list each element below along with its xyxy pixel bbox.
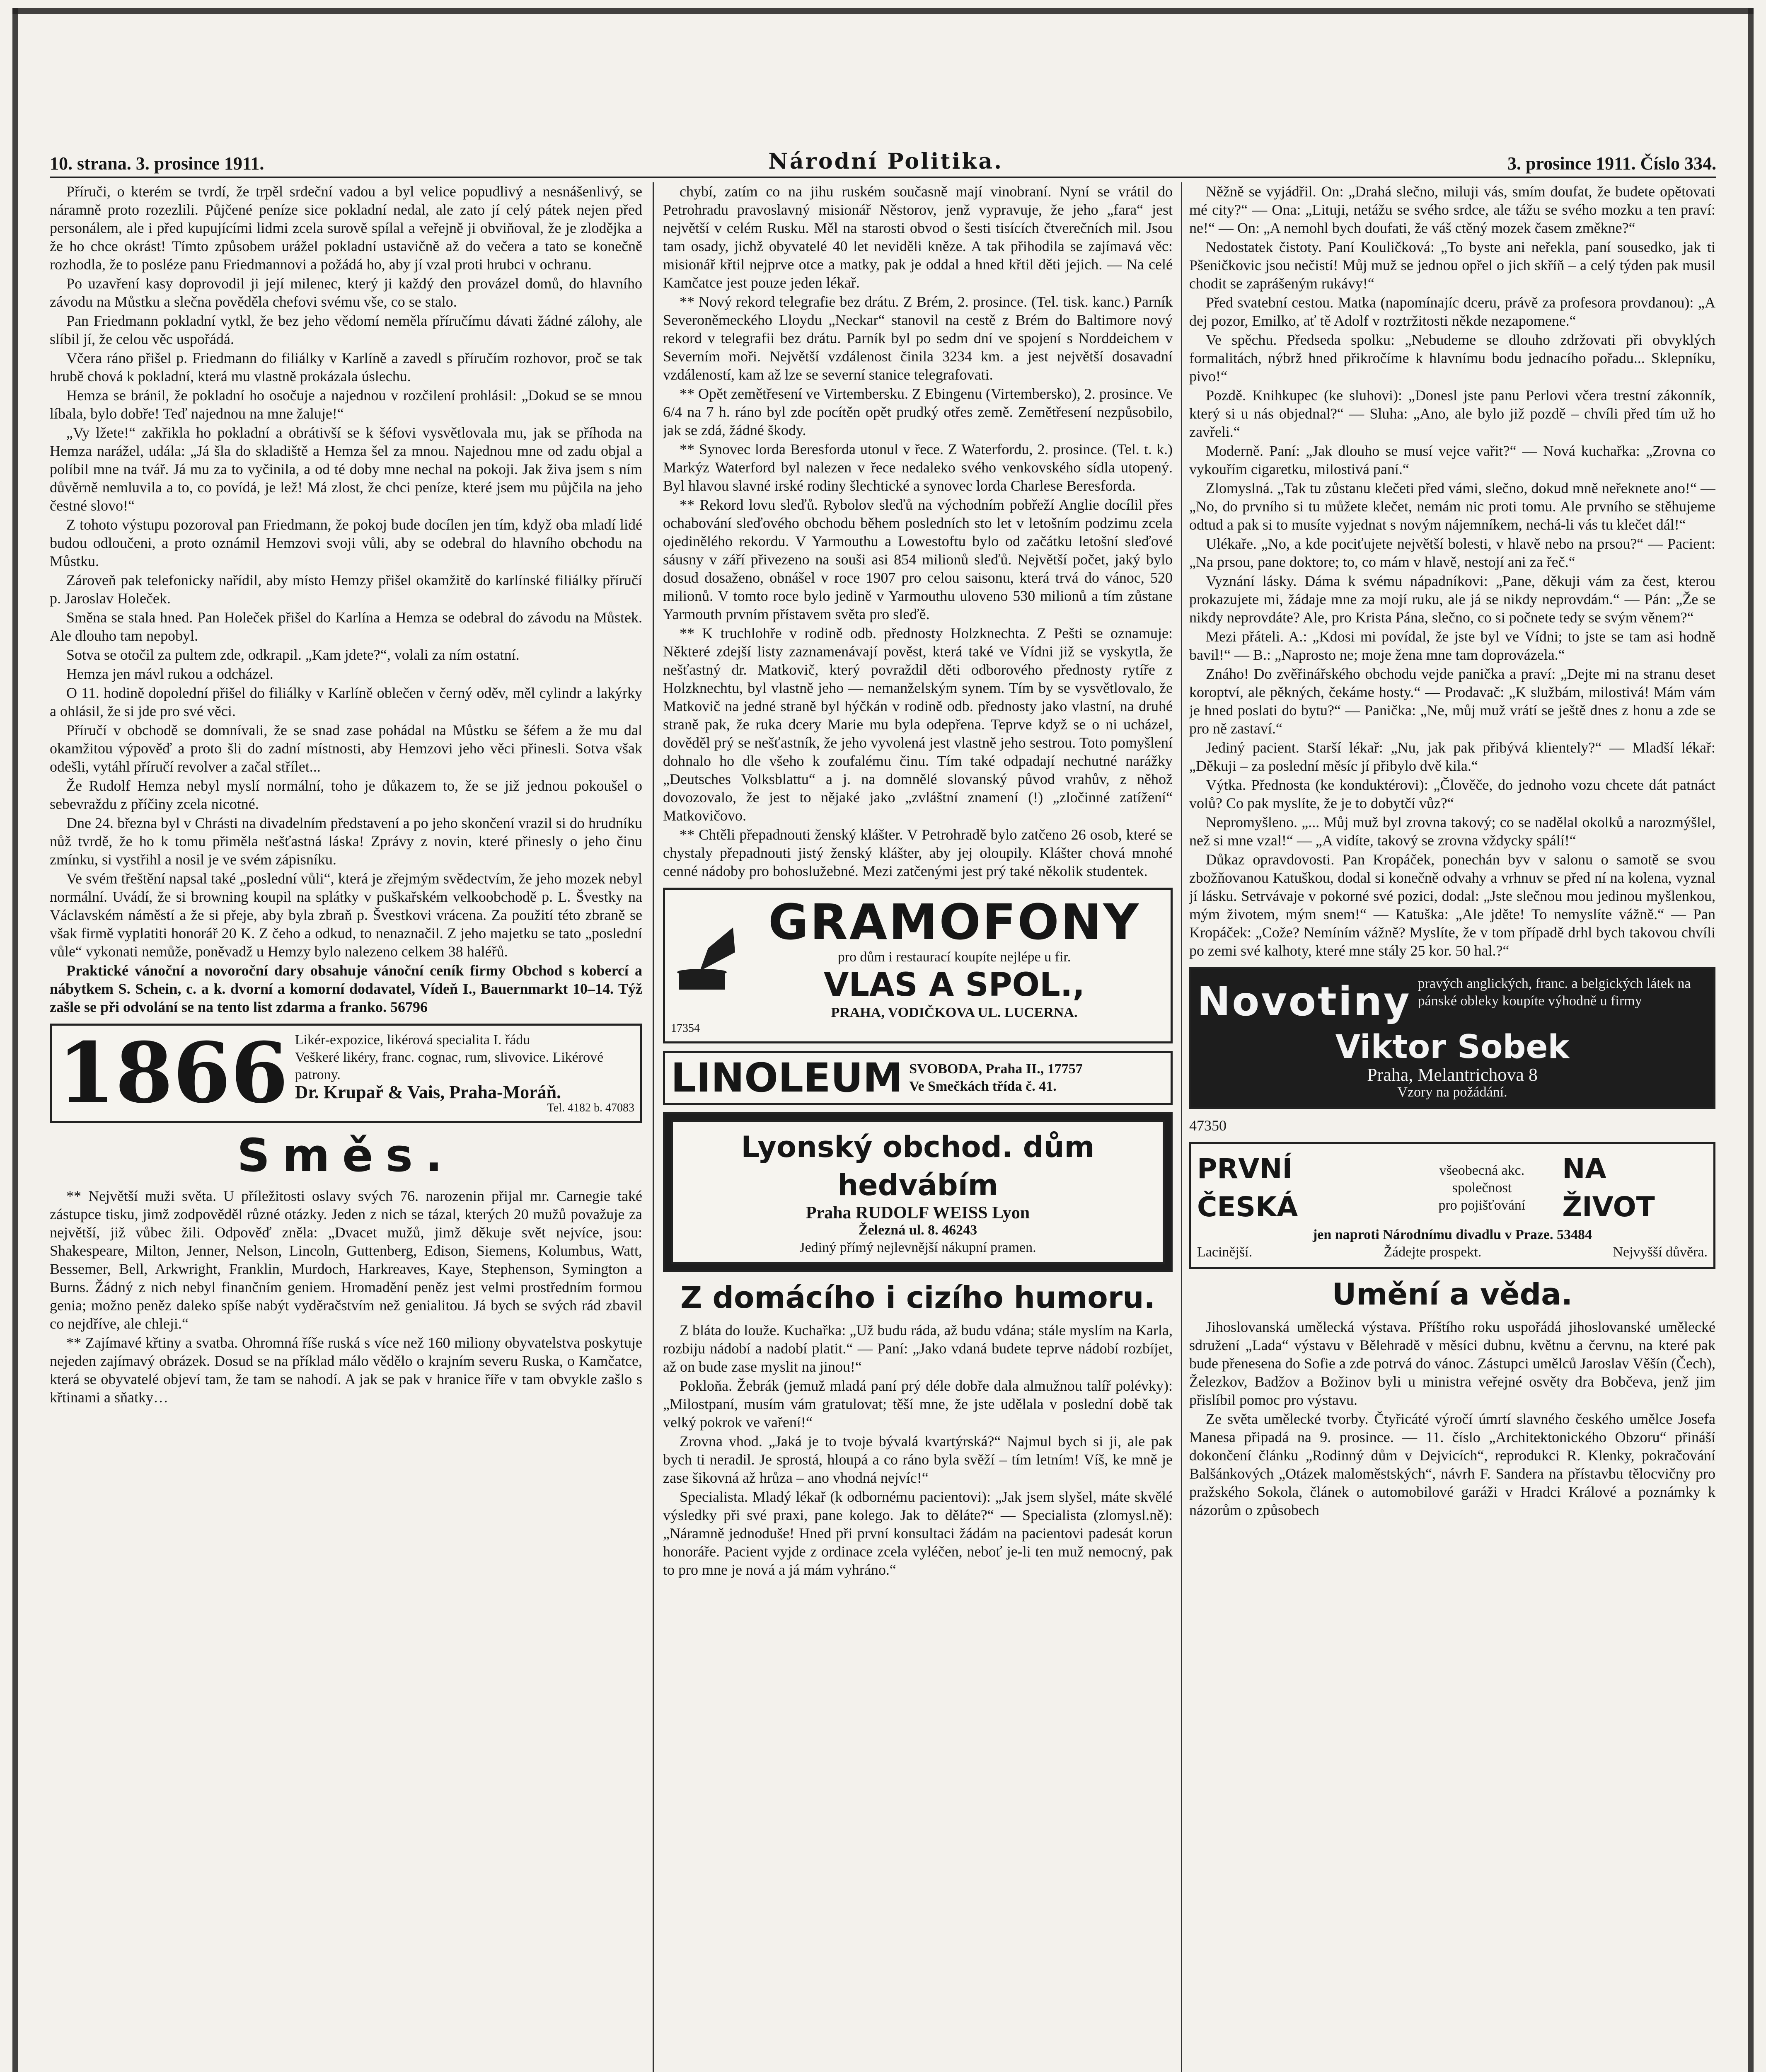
article-paragraph: Zrovna vhod. „Jaká je to tvoje bývalá kvartýrská?“ Najmul bych si ji, ale pak bych ti neradil. Je sprostá, hloupá a co ráno byla svěží – tím letním! Víš, ke mně je zase šikovná až hrůza – ano vhodná nejvíc!“ [663,1433,1173,1486]
article-paragraph: Včera ráno přišel p. Friedmann do filiálky v Karlíně a zavedl s příručím rozhovor, proč se tak hrubě chová k pokladní, která mu vlastně prokázala úslechu. [50,350,642,385]
ad-lyon-line: Jediný přímý nejlevnější nákupní pramen. [799,1240,1036,1255]
ad-lyon-silk [663,1112,1173,1272]
article-paragraph: Vyznání lásky. Dáma k svému nápadníkovi: „Pane, děkuji vám za čest, kterou prokazujete mi, žádaje mne za mojí ruku, ale já se nikdy neprovdám.“ — Pán: „Že se nikdy neprovdáte? Ale, pro Krista Pána, slečno, co si počnete tedy se svým věnem?“ [1189,573,1715,626]
article-paragraph: Hemza jen mávl rukou a odcházel. [66,666,273,682]
ad-prvni-mid: pro pojišťování [1438,1198,1526,1213]
article-paragraph: ** Opět zemětřesení ve Virtembersku. Z Ebingenu (Virtembersko), 2. prosince. Ve 6/4 na 7 h. ráno byl zde pocítěn opět prudký otřes země. Zemětřesení nezpůsobilo, jak se zdá, žádné škody. [663,385,1173,438]
ad-novotiny-line: pravých anglických, franc. a belgických látek na [1418,976,1691,991]
ad-prvni-note: Lacinější. [1197,1244,1253,1260]
ad-1866-line: Likér-expozice, likérová specialita I. řádu [295,1032,530,1048]
ad-prvni-right: NA ŽIVOT [1562,1153,1655,1223]
ad-gramofony-firm: VLAS A SPOL., [824,966,1085,1004]
article-paragraph: Pozdě. Knihkupec (ke sluhovi): „Donesl jste panu Perlovi včera trestní zákonník, který si u nás objednal?“ — Sluha: „Ano, ale bylo již pozdě – chvíli před tím už ho zavřeli.“ [1189,387,1715,440]
article-paragraph: Něžně se vyjádřil. On: „Drahá slečno, miluji vás, smím doufat, že budete opětovati mé city?“ — Ona: „Lituji, netážu se svého srdce, ale tážu se svého mozku a ten praví: ne!“ — On: „A nemohl bych doufati, že váš ctěný mozek časem změkne?“ [1189,183,1715,236]
section-heading-humor: Z domácího i cizího humoru. [680,1280,1155,1315]
ad-linoleum-line: SVOBODA, Praha II., 17757 [909,1061,1083,1077]
article-paragraph: Dne 24. března byl v Chrásti na divadelním představení a po jeho skončení vrazil si do hrudníku nůž tvrdě, že ho k tomu přiměla nešťastná láska! Zprávy z novin, které přinesly o jeho činu zmínku, si vystřihl a nosil je ve svém zápisníku. [50,815,642,868]
article-paragraph: „Vy lžete!“ zakřikla ho pokladní a obrátivší se k šéfovi vysvětlovala mu, jak se příhoda na Hemza narážel, udála: „Já šla do skladiště a Hemza šel za mnou. Najednou mne od zadu objal a políbil mne na tvář. Já mu za to vyčinila, a od té doby mne nechal na pokoji. Jak živa jsem s ním důvěrně nemluvila a to, co povídá, je lež! Má zlost, že chci peníze, které jsem mu půjčila na jeho čestné slovo!“ [50,424,642,514]
article-paragraph: Znáho! Do zvěřinářského obchodu vejde panička a praví: „Dejte mi na stranu deset koroptví, ale pěkných, čekáme hosty.“ — Prodavač: „K službám, milostivá! Mám vám je hned poslati do bytu?“ — Panička: „Ne, můj muž vrátí se ještě dnes z honu a zde se pro ně zastaví.“ [1189,666,1715,737]
article-paragraph: Před svatební cestou. Matka (napomínajíc dceru, právě za profesora provdanou): „A dej pozor, Emilko, ať tě Adolf v roztržitosti někde nezapomene.“ [1189,294,1715,329]
article-paragraph: ** Rekord lovu sleďů. Rybolov sleďů na východním pobřeží Anglie docílil přes ochabování sleďového obchodu během posledních sto let v letošním podzimu zcela ojedinělého rekordu. V Yarmouthu a Lowestoftu bylo od začátku letošní sleďové sáusny v září přivezeno na souši asi 854 milionů sleďů. Největší počet, jaký bylo dosud dosaženo, obnášel v roce 1907 pro celou saisonu, která trvá do vánoc, 520 milionů. V tomto roce bylo jedině v Yarmouthu uloveno 530 milionů a tím zůstane Yarmouth prvním přístavem světa pro sleďě. [663,496,1173,622]
article-paragraph: Příruči, o kterém se tvrdí, že trpěl srdeční vadou a byl velice popudlivý a nesnášenlivý, se náramně proto rozezlili. Půjčené peníze sice pokladní nedal, ale zato jí celý pátek nejen před personálem, ale i před kupujícími lidmi zcela surově spílal a veřejně ji obviňoval, že je zlodějka a že ho chce okrást! Tímto způsobem urážel pokladní ustavičně až do večera a tato se konečně rozhodla, že to posléze panu Friedmannovi a požádá ho, aby jí vzal proti hrubci v ochranu. [50,183,642,273]
ad-1866-year: 1866 [58,1024,288,1122]
newspaper-title: Národní Politika. [768,149,1004,174]
ad-linoleum [663,1051,1173,1105]
ad-gramofony-number: 17354 [671,1022,700,1035]
column-rule [1181,182,1182,2072]
article-paragraph: Ulékaře. „No, a kde pociťujete největší bolesti, v hlavě nebo na prsou?“ — Pacient: „Na prsou, pane doktore; to, co mám v hlavě, nestojí ani za řeč.“ [1189,535,1715,570]
column-3 [1189,182,1715,2072]
article-paragraph: chybí, zatím co na jihu ruském současně mají vinobraní. Nyní se vrátil do Petrohradu pravoslavný misionář Něstorov, jenž vypravuje, že jeho „fara“ jest největší v celém Rusku. Měl na starosti obvod o šesti tisících čtverečních mil. Jsou tam osady, jichž obyvatelé 40 let neviděli kněze. A tak přihodila se zajímavá věc: misionář křtil nejprve otce a matky, pak je oddal a hned křtil děti jejich. — Na celé Kamčatce jest pouze jeden lékař. [663,183,1173,291]
ad-prvni-address: jen naproti Národnímu divadlu v Praze. 53484 [1312,1227,1592,1242]
article-paragraph: Pokloňa. Žebrák (jemuž mladá paní prý déle dobře dala almužnou talíř polévky): „Milostpaní, musím vám gratulovat; těší mne, že jste udělala v poslední době tak velký pokrok ve vaření!“ [663,1377,1173,1431]
article-paragraph: O 11. hodině dopolední přišel do filiálky v Karlíně oblečen v černý oděv, měl cylindr a lakýrky a ohlásil, že si jde pro své věci. [50,685,642,719]
ad-prvni-note: Nejvyšší důvěra. [1613,1244,1708,1260]
ad-1866-line: Veškeré likéry, franc. cognac, rum, slivovice. Likérové patrony. [295,1050,604,1082]
scan-border-top [12,8,1754,14]
column-1 [50,182,642,2072]
ad-novotiny-title: Novotiny [1197,978,1411,1025]
article-paragraph: Z bláta do louže. Kuchařka: „Už budu ráda, až budu vdána; stále myslím na Karla, rozbiju nádobí a nadobí platit.“ — Paní: „Jako vdaná budete teprve nádobí rozbíjet, až on bude zase myslit na jinou!“ [663,1322,1173,1375]
ad-gramofony [663,888,1173,1043]
article-paragraph: Zlomyslná. „Tak tu zůstanu klečeti před vámi, slečno, dokud mně neřeknete ano!“ — „No, do prvního si tu můžete klečet, nemám nic proti tomu. Ale prvního se stěhujeme odtud a pak si to musíte vyjednat s novým nájemníkem, nechá-li vás tu klečet dál!“ [1189,480,1715,533]
article-paragraph: Nedostatek čistoty. Paní Kouličková: „To byste ani neřekla, paní sousedko, jak ti Pšeničkovic jsou nečistí! Můj muž se jednou opřel o jich skříň – a celý týden pak musil chodit se zaprášeným rukávy!“ [1189,239,1715,292]
header-right-issue: 3. prosince 1911. Číslo 334. [1507,153,1716,174]
article-paragraph: ** Chtěli přepadnouti ženský klášter. V Petrohradě bylo zatčeno 26 osob, které se chystaly přepadnouti jistý ženský klášter, aby jej oloupily. Klášter chová mnohé cenné nádoby pro bohoslužebné. Mezi zatčenými jest prý také několik studentek. [663,826,1173,879]
ad-1866-phone: Tel. 4182 b. 47083 [547,1101,634,1114]
article-paragraph: Ze světa umělecké tvorby. Čtyřicáté výročí úmrtí slavného českého umělce Josefa Manesa připadá na 9. prosince. — 11. číslo „Architektonického Obzoru“ přináší dokončení článku „Rodinný dům v Dejvicích“, reprodukci R. Klenky, pokračování Balšánkových „Otázek maloměstských“, návrh F. Sandera na přístavbu tělocvičny pro pražského Sokola, článek o automobilové garáži v Hradci Králové a poznámky k názorům o způsobech [1189,1411,1715,1518]
ad-prvni-ceska [1189,1142,1715,1269]
article-paragraph: Mezi přáteli. A.: „Kdosi mi povídal, že jste byl ve Vídni; to jste se tam asi hodně bavil!“ — B.: „Naprosto ne; moje žena mne tam doprovázela.“ [1189,628,1715,663]
article-paragraph: Důkaz opravdovosti. Pan Kropáček, ponechán byv v salonu o samotě se svou zbožňovanou Katuškou, dodal si konečně odvahy a vrhnuv se před ní na kolena, vyznal jí lásku. Setrvávaje v pokorné své pozici, dodal: „Jste slečnou mou jedinou myšlenkou, mým životem, mým snem!“ — Katuška: „Ale jděte! To nemyslíte vážně.“ — Pan Kropáček: „Cože? Nemíním vážně? Myslíte, že v tom případě drhl bych takovou chvíli po zemi své kalhoty, které mne stály 25 kor. 50 hal.?“ [1189,851,1715,959]
page-header [50,145,1716,178]
ad-1866-liquor [50,1024,642,1123]
ad-prvni-note: Žádejte prospekt. [1384,1244,1482,1260]
scan-border-right [1748,8,1754,2072]
article-paragraph: ** K truchlohře v rodině odb. přednosty Holzknechta. Z Pešti se oznamuje: Některé zdejší listy zaznamenávají pověst, která také ve Vídni již se vyskytla, že nešťastný dr. Matkovič, který povraždil děti odborového přednosty rytíře z Holzknechtu, byl vlastně jeho — nemanželským synem. Tím by se vysvětlovalo, že Matkovič na jedné straně byl hýčkán v rodině odb. přednosty jako vlastní, na druhé straně pak, že ruka dcery Marie mu byla odepřena. Teprve když se o ni ucházel, dověděl prý se nešťastník, že jeho vyvolená jest vlastně jeho sestrou. Toto pomyšlení dohnalo ho dle všeho k zoufalému činu. Tím také odpadají nechutné narážky „Deutsches Volksblattu“ a j. na domnělé slovanský původ vrahův, z něhož dovozovalo, že jest to nějaké jako „zvláštní znamení (!) „zločinné zatížení“ Matkovičovo. [663,625,1173,824]
article-paragraph: Nepromyšleno. „... Můj muž byl zrovna takový; co se nadělal okolků a narozmýšlel, než si mne vzal!“ — „A vidíte, takový se zrovna vždycky spálí!“ [1189,814,1715,849]
ad-novotiny-line: pánské obleky koupíte výhodně u firmy [1418,993,1642,1009]
article-paragraph: Ve spěchu. Předseda spolku: „Nebudeme se dlouho zdržovati při obvyklých formalitách, nýbrž hned přikročíme k hlavnímu bodu jednacího pořadu... Sklepníku, pivo!“ [1189,332,1715,385]
article-paragraph: Že Rudolf Hemza nebyl myslí normální, toho je důkazem to, že se již jednou pokoušel o sebevraždu z příčiny zcela nicotné. [50,777,642,812]
ad-lyon-title: Lyonský obchod. dům hedvábím [741,1130,1095,1202]
ad-gramofony-address: PRAHA, VODIČKOVA UL. LUCERNA. [831,1005,1078,1020]
ad-prvni-mid: všeobecná akc. společnost [1439,1163,1525,1196]
section-heading-smes: Směs. [237,1129,455,1182]
header-left-date: 10. strana. 3. prosince 1911. [50,153,264,174]
article-paragraph: ** Nový rekord telegrafie bez drátu. Z Brém, 2. prosince. (Tel. tisk. kanc.) Parník Severoněmeckého Lloydu „Neckar“ stanovil na cestě z Brém do Baltimore nový rekord v telegrafii bez drátu. Parník byl po sedm dní ve spojení s Norddeichem v Severním moři. Největší vzdálenost činila 3234 km. a jest největší dosavadní vzdáleností, kam až lze se severní stanice telegrafovati. [663,293,1173,383]
ad-gramofony-line: pro dům i restaurací koupíte nejlépe u fir. [837,949,1071,965]
article-paragraph: Po uzavření kasy doprovodil ji její milenec, který ji každý den provázel domů, do hlavního závodu na Můstku a slečna pověděla chefovi svému vše, co se stalo. [50,275,642,310]
article-paragraph: Jediný pacient. Starší lékař: „Nu, jak pak přibývá klientely?“ — Mladší lékař: „Děkuji – za poslední měsíc jí přibylo dvě kila.“ [1189,739,1715,774]
article-paragraph: Sotva se otočil za pultem zde, odkrapil. „Kam jdete?“, volali za ním ostatní. [66,646,520,663]
ad-prvni-left: PRVNÍ ČESKÁ [1197,1153,1298,1223]
ad-novotiny-address: Praha, Melantrichova 8 [1367,1065,1538,1085]
article-paragraph: Jihoslovanská umělecká výstava. Příštího roku uspořádá jihoslovanské umělecké sdružení „Lada“ výstavu v Bělehradě v měsíci dubnu, květnu a červnu, na které pak bude přenesena do Sofie a zde potrvá do vánoc. Zástupci umělců Jaroslav Věšín (Čech), Železkov, Badžov a Božinov byli u ministra veřejné osvěty dra Bobčeva, jenž jim přislíbil pomoc pro výstavu. [1189,1319,1715,1408]
scan-border-left [12,8,18,2072]
article-paragraph: Směna se stala hned. Pan Holeček přišel do Karlína a Hemza se odebral do závodu na Můstek. Ale dlouho tam nepobyl. [50,609,642,644]
column-rule [653,182,654,2072]
article-paragraph: Ve svém třeštění napsal také „poslední vůli“, která je zřejmým svědectvím, že jeho mozek nebyl normální. Uvádí, že si browning koupil na splátky v puškařském velkoobchodě p. L. Švestky na Václavském náměstí a že si přeje, aby byla zbraň p. Švestkovi vrácena. Za použití této zbraně se však firmě vyplatiti honorář 20 K. Z čeho a odkud, to nenaznačil. Z jeho majetku se tato „poslední vůle“ vykonati nemůže, poněvadž u Hemzy bylo nalezeno celkem 38 haléřů. [50,870,642,960]
notice-christmas-gifts: Praktické vánoční a novoroční dary obsahuje vánoční ceník firmy Obchod s kobercí a nábytkem S. Schein, c. a k. dvorní a komorní dodavatel, Vídeň I., Bauernmarkt 10–14. Týž zašle se při odvolání se na tento list zdarma a franko. 56796 [50,962,642,1015]
article-paragraph: Moderně. Paní: „Jak dlouho se musí vejce vařit?“ — Nová kuchařka: „Zrovna co vykouřím cigaretku, milostivá paní.“ [1189,443,1715,477]
ad-linoleum-title: LINOLEUM [671,1055,903,1101]
ad-lyon-line: Praha RUDOLF WEISS Lyon [806,1203,1030,1222]
ad-novotiny [1189,967,1715,1109]
ad-novotiny-firm: Viktor Sobek [1335,1029,1570,1066]
ad-novotiny-samples: Vzory na požádání. [1397,1084,1507,1100]
ad-novotiny-number: 47350 [1189,1117,1227,1134]
gramophone-icon [671,923,737,994]
article-paragraph: Příručí v obchodě se domnívali, že se snad zase pohádal na Můstku se šéfem a že mu dal okamžitou výpověď a proto šli do zadní místnosti, aby Hemzovi jeho věci přinesli. Sotva však odešli, vytáhl příručí revolver a začal střílet... [50,722,642,775]
article-paragraph: Zároveň pak telefonicky nařídil, aby místo Hemzy přišel okamžitě do karlínské filiálky příručí p. Jaroslav Holeček. [50,572,642,607]
article-paragraph: Z tohoto výstupu pozoroval pan Friedmann, že pokoj bude docílen jen tím, když oba mladí lidé budou odloučeni, a proto oznámil Hemzovi svoji vůli, aby se odebral do hlavního obchodu na Můstku. [50,516,642,569]
column-2 [663,182,1173,2072]
article-paragraph: Výtka. Přednosta (ke konduktérovi): „Člověče, do jednoho vozu chcete dát patnáct volů? Co pak myslíte, že je to dobytčí vůz?“ [1189,777,1715,811]
article-paragraph: ** Největší muži světa. U příležitosti oslavy svých 76. narozenin přijal mr. Carnegie také zástupce tisku, jimž zodpověděl různé otázky. Jeden z nich se tázal, kterých 20 mužů považuje za největší, již vůbec žili. Odpověď zněla: „Dvacet mužů, jimž děkuje svět nejvíce, jsou: Shakespeare, Milton, Jenner, Nelson, Lincoln, Guttenberg, Edison, Siemens, Kolumbus, Watt, Bessemer, Bell, Arkwright, Franklin, Murdoch, Harkreaves, Kaye, Stephenson, Symington a Burns. Žádný z nich nebyl finančním geniem. Hromadění peněz jest velmi prostředním formou genia; možno peněz daleko spíše nabýt vyděračstvím než genialitou. Já bych se svých rád zbavil co nejdříve, ale chleji.“ [50,1188,642,1332]
ad-linoleum-line: Ve Smečkách třída č. 41. [909,1079,1057,1094]
section-heading-arts: Umění a věda. [1332,1277,1573,1312]
ad-1866-firm: Dr. Krupař & Vais, Praha-Moráň. [295,1082,561,1102]
article-paragraph: Hemza se bránil, že pokladní ho osočuje a najednou v rozčilení prohlásil: „Dokud se se mnou líbala, bylo dobře! Teď najednou na mne žaluje!“ [50,387,642,422]
ad-gramofony-title: GRAMOFONY [768,893,1140,951]
ad-lyon-line: Železná ul. 8. 46243 [858,1222,977,1238]
article-paragraph: Pan Friedmann pokladní vytkl, že bez jeho vědomí neměla příručímu dávati žádné zálohy, ale slíbil jí, že celou věc uspořádá. [50,312,642,347]
article-paragraph: ** Synovec lorda Beresforda utonul v řece. Z Waterfordu, 2. prosince. (Tel. t. k.) Markýz Waterford byl nalezen v řece nedaleko svého venkovského sídla utopený. Byl hlavou slavné irské rodiny šlechtické a synovec lorda Charlese Beresforda. [663,441,1173,494]
article-paragraph: ** Zajímavé křtiny a svatba. Ohromná říše ruská s více než 160 miliony obyvatelstva poskytuje nejeden zajímavý obrázek. Dosud se na příklad málo vědělo o krajním severu Ruska, o Kamčatce, která se obyvatelé objeví tam, že tam se nahodí. A jak se pak v hranice říře v tam obvykle zašlo s křtinami a sňatky… [50,1334,642,1406]
article-paragraph: Specialista. Mladý lékař (k odbornému pacientovi): „Jak jsem slyšel, máte skvělé výsledky při své praxi, pane kolego. Jak to děláte?“ — Specialista (zlomysl.ně): „Náramně jednoduše! Hned při první konsultaci žádám na pacientovi padesát korun honoráře. Pacient vyjde z ordinace zcela vyléčen, neboť je-li ten muž nemocný, pak to pro mne je nová a já mám vyhráno.“ [663,1489,1173,1578]
